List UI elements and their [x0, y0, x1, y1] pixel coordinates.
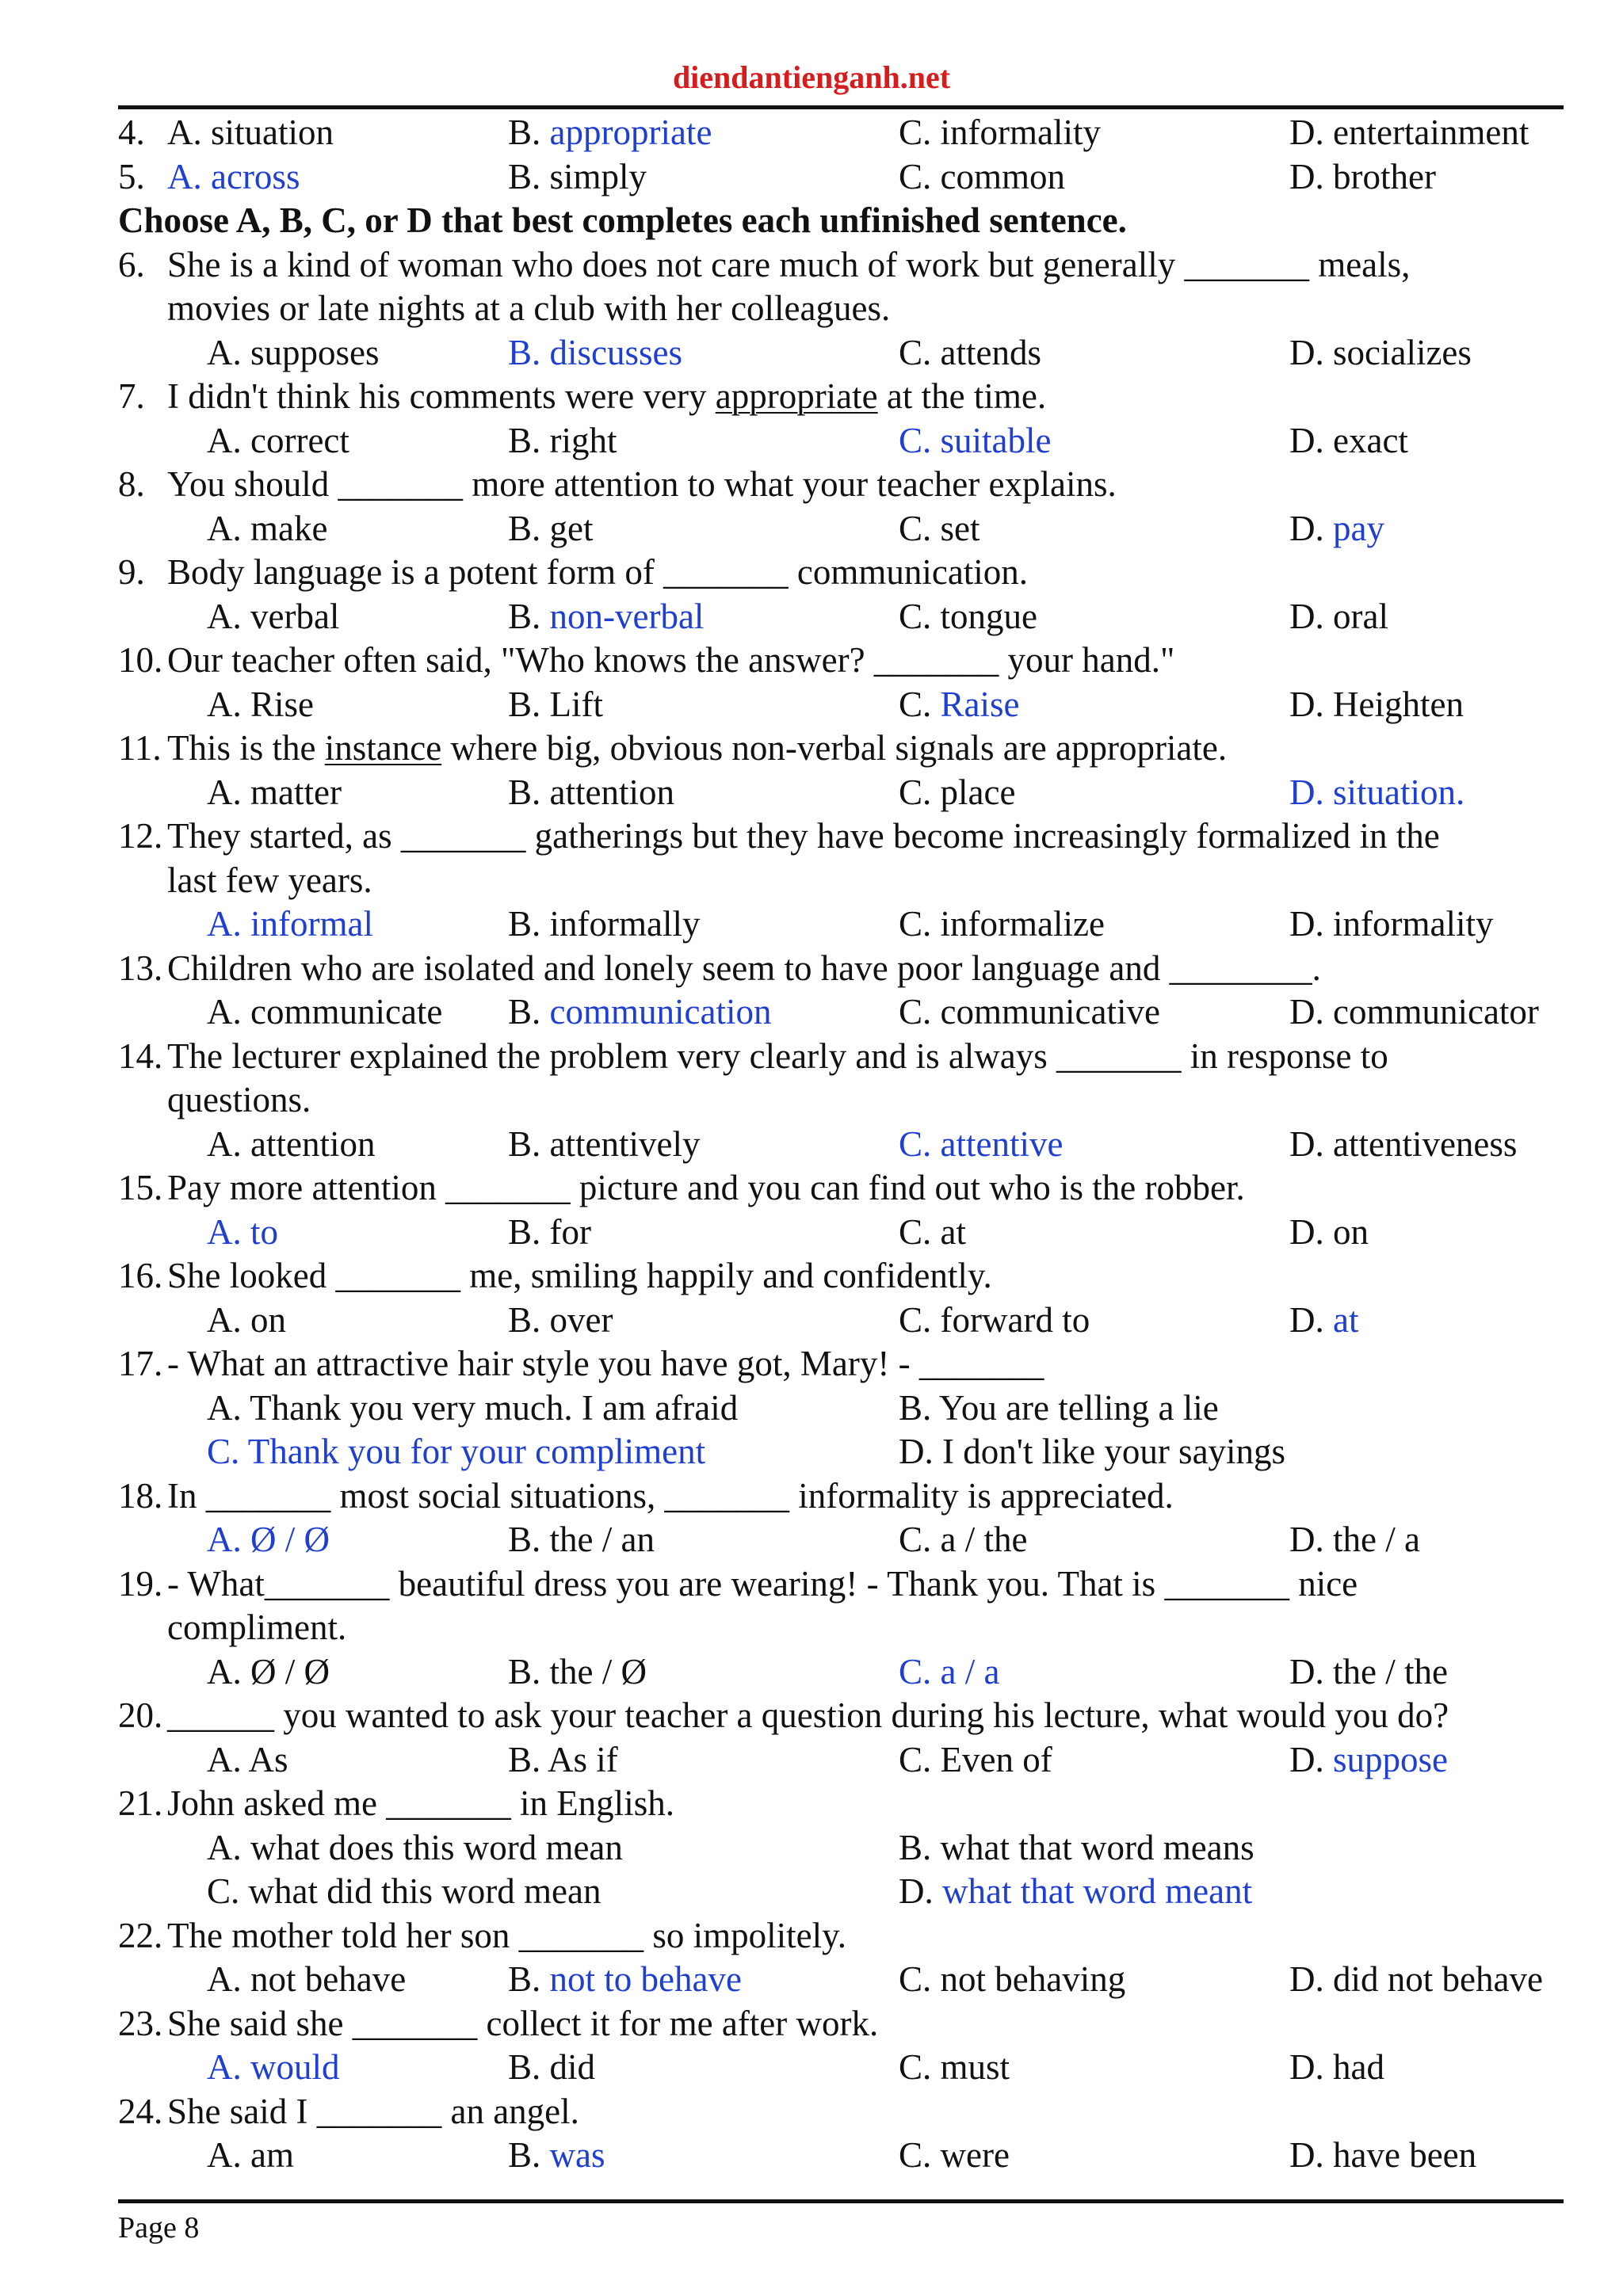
option-b: B. the / Ø	[508, 1651, 647, 1691]
option-a: A. am	[207, 2135, 294, 2175]
answer-highlight: what that word meant	[942, 1871, 1253, 1911]
option-c: C. at	[899, 1211, 966, 1252]
option-b: B. did	[508, 2047, 596, 2087]
option-letter: D.	[1289, 1739, 1333, 1779]
option-b	[508, 990, 771, 1035]
question-number: 5.	[118, 156, 145, 196]
option-b: B. for	[508, 1211, 591, 1252]
question-number: 24.	[118, 2091, 163, 2131]
question-19-options	[118, 1650, 1564, 1695]
option-d	[1289, 507, 1384, 551]
question-text: questions.	[167, 1080, 311, 1119]
question-10-options	[118, 683, 1564, 727]
option-a: A. situation	[167, 113, 334, 152]
question-22	[118, 1914, 1564, 1958]
question-number: 22.	[118, 1915, 163, 1955]
question-number: 18.	[118, 1475, 163, 1516]
section-instruction: Choose A, B, C, or D that best completes each unfinished sentence.	[118, 200, 1127, 240]
option-a: A. Ø / Ø	[207, 1651, 330, 1691]
option-letter: D.	[899, 1871, 942, 1911]
underlined-word: instance	[324, 728, 442, 768]
option-d: D. had	[1289, 2047, 1384, 2087]
question-17	[118, 1342, 1564, 1386]
option-b: B. discusses	[508, 332, 683, 372]
question-text: movies or late nights at a club with her colleagues.	[167, 288, 891, 328]
option-letter: B.	[508, 2135, 550, 2175]
question-number: 23.	[118, 2003, 163, 2043]
question-9-options	[118, 595, 1564, 639]
question-text	[167, 727, 1227, 771]
question-text: They started, as _______ gatherings but they have become increasingly formalized in the	[167, 816, 1440, 856]
question-text: The lecturer explained the problem very clearly and is always _______ in response to	[167, 1035, 1388, 1076]
option-d	[1289, 1738, 1448, 1783]
option-c: C. not behaving	[899, 1959, 1126, 1999]
question-21-options-row2	[118, 1870, 1564, 1914]
option-b: B. informally	[508, 904, 701, 944]
answer-highlight: communication	[549, 992, 772, 1032]
option-c: C. must	[899, 2047, 1010, 2087]
question-text: She said I _______ an angel.	[167, 2091, 579, 2131]
question-text: Our teacher often said, "Who knows the answer? _______ your hand."	[167, 640, 1175, 680]
question-21	[118, 1782, 1564, 1826]
question-text: ______ you wanted to ask your teacher a question during his lecture, what would you do?	[167, 1695, 1449, 1735]
question-18-options	[118, 1518, 1564, 1562]
option-d: D. communicator	[1289, 992, 1539, 1032]
answer-highlight: not to behave	[549, 1959, 742, 1999]
question-number: 8.	[118, 464, 145, 504]
question-number: 20.	[118, 1695, 163, 1735]
option-d: D. Heighten	[1289, 684, 1464, 724]
underlined-word: appropriate	[715, 376, 878, 416]
question-number: 14.	[118, 1035, 163, 1076]
option-d: D. I don't like your sayings	[899, 1432, 1286, 1471]
option-a: A. to	[207, 1211, 278, 1252]
option-b	[508, 595, 704, 639]
option-letter: D.	[1289, 1299, 1333, 1340]
question-16	[118, 1254, 1564, 1299]
question-text: You should _______ more attention to what your teacher explains.	[167, 464, 1117, 504]
text-part: This is the	[167, 728, 325, 768]
option-d: D. brother	[1289, 156, 1436, 196]
question-number: 4.	[118, 113, 145, 152]
option-d	[1289, 1299, 1358, 1343]
option-c: C. were	[899, 2135, 1010, 2175]
question-14	[118, 1035, 1564, 1079]
question-number: 13.	[118, 948, 163, 988]
option-a: A. As	[207, 1739, 288, 1779]
option-b: B. over	[508, 1299, 613, 1340]
question-12-continued	[118, 859, 1564, 903]
option-c: C. informalize	[899, 904, 1105, 944]
option-letter: B.	[508, 1959, 550, 1999]
option-c: C. a / the	[899, 1520, 1028, 1559]
question-17-options-row2	[118, 1430, 1564, 1474]
option-b: B. get	[508, 508, 594, 548]
question-17-options-row1	[118, 1386, 1564, 1431]
option-a: A. across	[167, 156, 300, 196]
text-part: where big, obvious non-verbal signals are appropriate.	[441, 728, 1228, 768]
option-a: A. Rise	[207, 684, 314, 724]
question-22-options	[118, 1958, 1564, 2002]
option-a: A. not behave	[207, 1959, 407, 1999]
option-b: B. Lift	[508, 684, 603, 724]
question-14-options	[118, 1123, 1564, 1167]
option-a: A. verbal	[207, 596, 340, 636]
question-text: compliment.	[167, 1608, 347, 1647]
question-13-options	[118, 990, 1564, 1035]
question-number: 21.	[118, 1783, 163, 1823]
option-c: C. a / a	[899, 1651, 1000, 1691]
answer-highlight: suppose	[1333, 1739, 1448, 1779]
option-c: C. informality	[899, 113, 1101, 152]
option-letter: B.	[508, 113, 550, 152]
question-text: Pay more attention _______ picture and you can find out who is the robber.	[167, 1168, 1245, 1207]
question-8-options	[118, 507, 1564, 551]
question-15-options	[118, 1211, 1564, 1255]
question-6-continued	[118, 287, 1564, 331]
question-13	[118, 947, 1564, 991]
option-a: A. supposes	[207, 332, 380, 372]
option-a: A. would	[207, 2047, 340, 2087]
question-number: 10.	[118, 640, 163, 680]
question-8	[118, 463, 1564, 507]
question-number: 17.	[118, 1344, 163, 1383]
answer-highlight: pay	[1333, 508, 1384, 548]
question-15	[118, 1166, 1564, 1211]
option-d: D. the / a	[1289, 1520, 1420, 1559]
question-number: 19.	[118, 1563, 163, 1604]
option-c: C. what did this word mean	[207, 1871, 601, 1911]
option-d: D. informality	[1289, 904, 1494, 944]
question-number: 7.	[118, 376, 145, 416]
question-text: Children who are isolated and lonely seem to have poor language and ________.	[167, 948, 1321, 988]
bottom-rule	[118, 2199, 1564, 2203]
option-d: D. did not behave	[1289, 1959, 1543, 1999]
question-number: 16.	[118, 1256, 163, 1295]
question-20	[118, 1694, 1564, 1738]
question-24	[118, 2090, 1564, 2134]
answer-highlight: at	[1333, 1299, 1359, 1340]
option-c: C. set	[899, 508, 980, 548]
question-10	[118, 639, 1564, 683]
question-23-options	[118, 2046, 1564, 2090]
question-14-continued	[118, 1078, 1564, 1123]
question-21-options-row1	[118, 1826, 1564, 1871]
text-part: at the time.	[877, 376, 1047, 416]
option-b: B. the / an	[508, 1520, 655, 1559]
top-rule	[118, 105, 1564, 109]
option-d: D. oral	[1289, 596, 1388, 636]
option-c: C. Thank you for your compliment	[207, 1432, 706, 1471]
question-6-options	[118, 331, 1564, 376]
question-16-options	[118, 1299, 1564, 1343]
option-d: D. situation.	[1289, 772, 1465, 812]
question-18	[118, 1474, 1564, 1519]
question-11	[118, 727, 1564, 771]
option-a: A. informal	[207, 904, 373, 944]
text-part: I didn't think his comments were very	[167, 376, 716, 416]
site-header: diendantienganh.net	[672, 59, 951, 95]
option-d	[899, 1870, 1252, 1914]
option-c: C. attentive	[899, 1123, 1064, 1164]
question-text: In _______ most social situations, _______ informality is appreciated.	[167, 1475, 1174, 1516]
question-number: 9.	[118, 552, 145, 592]
question-20-options	[118, 1738, 1564, 1783]
option-b	[508, 2134, 605, 2178]
option-b: B. As if	[508, 1739, 618, 1779]
question-text: Body language is a potent form of _______ communication.	[167, 552, 1029, 592]
option-letter: B.	[508, 992, 550, 1032]
question-19-continued	[118, 1606, 1564, 1650]
option-a: A. correct	[207, 420, 349, 460]
option-a: A. matter	[207, 772, 342, 812]
option-b: B. attentively	[508, 1123, 701, 1164]
question-7	[118, 375, 1564, 419]
option-a: A. what does this word mean	[207, 1827, 623, 1867]
question-text: - What_______ beautiful dress you are wearing! - Thank you. That is _______ nice	[167, 1563, 1358, 1604]
option-a: A. make	[207, 508, 328, 548]
option-b: B. attention	[508, 772, 674, 812]
option-c: C. place	[899, 772, 1016, 812]
answer-highlight: non-verbal	[549, 596, 705, 636]
option-d: D. entertainment	[1289, 113, 1529, 152]
option-c	[899, 683, 1020, 727]
question-text: - What an attractive hair style you have got, Mary! - _______	[167, 1344, 1044, 1383]
question-text: She said she _______ collect it for me after work.	[167, 2003, 879, 2043]
answer-highlight: appropriate	[549, 113, 712, 152]
question-12-options	[118, 902, 1564, 947]
option-a: A. attention	[207, 1123, 376, 1164]
question-text: John asked me _______ in English.	[167, 1783, 674, 1823]
question-12	[118, 814, 1564, 859]
option-b: B. what that word means	[899, 1827, 1254, 1867]
answer-highlight: Raise	[940, 684, 1020, 724]
option-letter: B.	[508, 596, 550, 636]
option-c: C. suitable	[899, 420, 1052, 460]
option-a: A. communicate	[207, 992, 443, 1032]
question-19	[118, 1562, 1564, 1607]
question-9	[118, 551, 1564, 595]
question-4-options	[118, 111, 1564, 155]
question-5-options	[118, 155, 1564, 200]
option-a: A. on	[207, 1299, 286, 1340]
option-c: C. tongue	[899, 596, 1037, 636]
option-a: A. Thank you very much. I am afraid	[207, 1387, 739, 1428]
option-d: D. attentiveness	[1289, 1123, 1518, 1164]
question-number: 6.	[118, 244, 145, 284]
question-text: She looked _______ me, smiling happily and confidently.	[167, 1256, 992, 1295]
page-number: Page 8	[118, 2211, 200, 2245]
option-b	[508, 111, 712, 155]
question-number: 11.	[118, 728, 162, 768]
option-b: B. You are telling a lie	[899, 1387, 1219, 1428]
option-b: B. right	[508, 420, 617, 460]
option-c: C. common	[899, 156, 1065, 196]
option-b: B. simply	[508, 156, 647, 196]
question-6	[118, 243, 1564, 288]
question-text: She is a kind of woman who does not care much of work but generally _______ meals,	[167, 244, 1411, 284]
question-24-options	[118, 2134, 1564, 2178]
question-23	[118, 2002, 1564, 2046]
option-c: C. Even of	[899, 1739, 1052, 1779]
option-d: D. have been	[1289, 2135, 1477, 2175]
question-7-options	[118, 419, 1564, 463]
question-number: 15.	[118, 1168, 163, 1207]
option-letter: C.	[899, 684, 941, 724]
option-c: C. forward to	[899, 1299, 1090, 1340]
question-11-options	[118, 771, 1564, 815]
option-b	[508, 1958, 742, 2002]
question-text: The mother told her son _______ so impolitely.	[167, 1915, 846, 1955]
question-text: last few years.	[167, 860, 372, 900]
option-a: A. Ø / Ø	[207, 1520, 330, 1559]
option-letter: D.	[1289, 508, 1333, 548]
option-d: D. on	[1289, 1211, 1369, 1252]
option-c: C. communicative	[899, 992, 1160, 1032]
option-c: C. attends	[899, 332, 1041, 372]
option-d: D. socializes	[1289, 332, 1472, 372]
answer-highlight: was	[549, 2135, 605, 2175]
question-number: 12.	[118, 816, 163, 856]
question-list	[118, 111, 1564, 2178]
option-d: D. the / the	[1289, 1651, 1448, 1691]
option-d: D. exact	[1289, 420, 1408, 460]
question-text	[167, 375, 1046, 419]
